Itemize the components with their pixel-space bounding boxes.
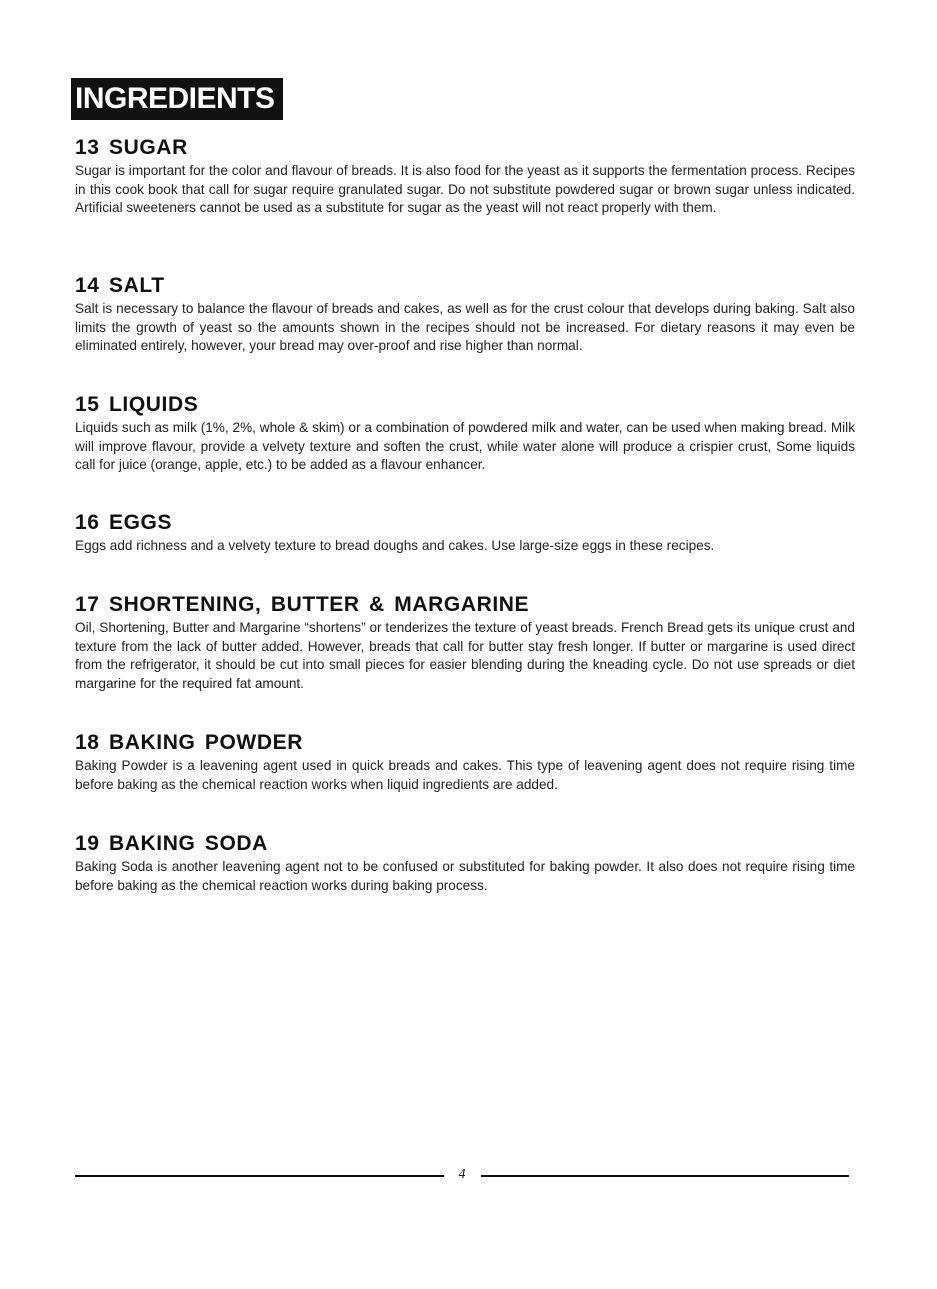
- section-liquids: [75, 393, 855, 475]
- section-heading: 16 EGGS: [75, 511, 173, 534]
- section-body: Salt is necessary to balance the flavour of breads and cakes, as well as for the crust colour that develops during baking. Salt also limits the growth of yeast so the amounts shown in the recipes should not be increased. For dietary reasons it may even be eliminated entirely, however, your bread may over-proof and rise higher than normal.: [75, 301, 855, 354]
- page-title: INGREDIENTS: [71, 78, 283, 120]
- section-salt: [75, 274, 855, 356]
- section-baking-powder: [75, 731, 855, 794]
- section-heading: 14 SALT: [75, 274, 165, 297]
- section-shortening: [75, 593, 855, 693]
- section-body: Baking Soda is another leavening agent not to be confused or substituted for baking powder. It also does not require rising time before baking as the chemical reaction works during baking process.: [75, 859, 855, 893]
- page-number: 4: [458, 1167, 466, 1182]
- section-body: Liquids such as milk (1%, 2%, whole & skim) or a combination of powdered milk and water, can be used when making bread. Milk will improve flavour, provide a velvety texture and soften the crust, while water alone will produce a crispier crust, Some liquids call for juice (orange, apple, etc.) to be added as a flavour enhancer.: [75, 420, 855, 473]
- section-sugar: [75, 136, 855, 218]
- footer-rule-left: [75, 1175, 444, 1177]
- section-body: Sugar is important for the color and flavour of breads. It is also food for the yeast as it supports the fermentation process. Recipes in this cook book that call for sugar require granulated sugar. Do not substitute powdered sugar or brown sugar unless indicated. Artificial sweeteners cannot be used as a substitute for sugar as the yeast will not react properly with them.: [75, 163, 855, 216]
- section-heading: 15 LIQUIDS: [75, 393, 199, 416]
- section-heading: 17 SHORTENING, BUTTER & MARGARINE: [75, 593, 530, 616]
- section-body: Eggs add richness and a velvety texture to bread doughs and cakes. Use large-size eggs in these recipes.: [75, 538, 715, 553]
- section-heading: 19 BAKING SODA: [75, 832, 268, 855]
- section-eggs: [75, 511, 855, 556]
- section-heading: 13 SUGAR: [75, 136, 188, 159]
- section-heading: 18 BAKING POWDER: [75, 731, 303, 754]
- footer-rule-right: [481, 1175, 849, 1177]
- section-baking-soda: [75, 832, 855, 895]
- section-body: Baking Powder is a leavening agent used in quick breads and cakes. This type of leavening agent does not require rising time before baking as the chemical reaction works when liquid ingredients are added.: [75, 758, 855, 792]
- section-body: Oil, Shortening, Butter and Margarine “shortens” or tenderizes the texture of yeast breads. French Bread gets its unique crust and texture from the lack of butter added. However, breads that call for butter stay fresh longer. If butter or margarine is used direct from the refrigerator, it should be cut into small pieces for easier blending during the kneading cycle. Do not use spreads or diet margarine for the required fat amount.: [75, 620, 855, 691]
